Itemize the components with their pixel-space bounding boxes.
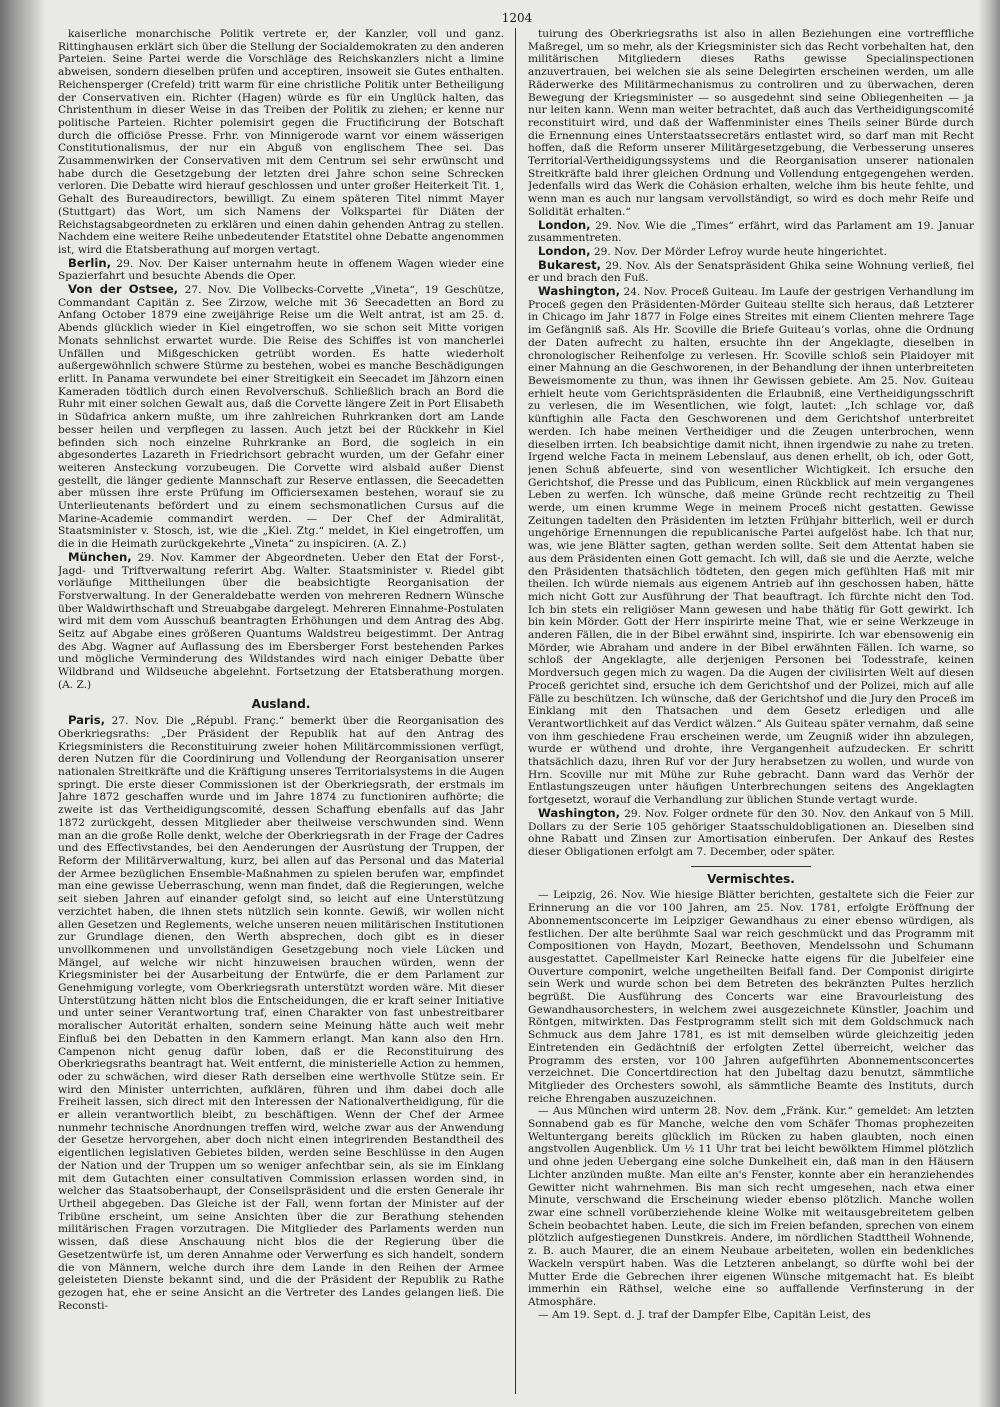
paragraph-text: 29. Nov. Kammer der Abgeordneten. Ueber den Etat der Forst-, Jagd- und Triftverwaltung referirt Abg. Walter. Staatsminister v. Riedel gibt vorläufige Mittheilungen über die beabsichtigte Reorganisation der Forstverwaltung. In der Generaldebatte werden von mehreren Rednern Wünsche über Waldwirthschaft und Streuabgabe dargelegt. Mehreren Einnahme-Postulaten wird mit dem vom Ausschuß beantragten Erhöhungen und dem Antrag des Abg. Seitz auf Abgabe eines größeren Quantums Waldstreu beigestimmt. Der Antrag des Abg. Wagner auf Auflassung des im Ebersberger Forst bestehenden Parkes und mögliche Verminderung des Wildstandes wird nach einiger Debatte über Wildbrand und Wildseuche abgelehnt. Fortsetzung der Etatsberathung morgen. (A. Z.) xyxy=(58,551,504,691)
news-paragraph xyxy=(58,28,504,257)
paragraph-text: 29. Nov. Der Kaiser unternahm heute in offenem Wagen wieder eine Spazierfahrt und besuchte Abends die Oper. xyxy=(58,257,504,283)
newspaper-page xyxy=(58,10,976,1396)
paragraph-text: — Am 19. Sept. d. J. traf der Dampfer Elbe, Capitän Leist, des xyxy=(538,1308,871,1321)
paragraph-text: 29. Nov. Folger ordnete für den 30. Nov. den Ankauf von 5 Mill. Dollars zu der Serie 105 gehöriger Staatsschuldobligationen an. Dieselben sind ohne Rabatt und Zinsen zur Amortisation einberufen. Der Ankauf des Restes dieser Obligationen erfolgt am 7. December, oder später. xyxy=(528,807,974,858)
section-heading: Ausland. xyxy=(251,696,311,711)
dateline: London, xyxy=(538,243,591,258)
news-paragraph xyxy=(528,807,974,859)
dateline: Berlin, xyxy=(68,255,112,270)
page-edge-shadow xyxy=(978,0,1000,1407)
paragraph-text: 29. Nov. Der Mörder Lefroy wurde heute hingerichtet. xyxy=(590,245,887,258)
paragraph-text: — Aus München wird unterm 28. Nov. dem „Fränk. Kur.“ gemeldet: Am letzten Sonnabend gab es für Manche, welche den vom Schäfer Thomas prophezeiten Weltuntergang bereits glücklich im Rücken zu haben glaubten, noch einen angstvollen Augenblick. Um ½ 11 Uhr trat bei leicht bewölktem Himmel plötzlich und ohne jeden Uebergang eine solche Dunkelheit ein, daß man in den Häusern Lichter anzünden mußte. Man eilte an's Fenster, konnte aber ein heranziehendes Gewitter nicht wahrnehmen. Bis man sich recht umgesehen, nach etwa einer Minute, verschwand die Erscheinung wieder ebenso plötzlich. Manche wollen zwar eine schnell vorüberziehende kleine Wolke mit weitausgebreitetem gelben Schein beobachtet haben. Leute, die sich im Freien befanden, sprechen von einem plötzlich aufgestiegenen Dunstkreis. Andere, im nördlichen Stadttheil Wohnende, z. B. auch Maurer, die an einem Neubaue arbeiteten, wollen ein bedenkliches Wackeln verspürt haben. Was die Letzteren anbelangt, so dürfte wohl bei der Mutter Erde die Gebrechen ihrer eigenen Wünsche mitgemacht hat. Es bleibt immerhin ein Räthsel, welche eine so auffallende Verfinsterung in der Atmosphäre. xyxy=(528,1105,974,1308)
column-rule xyxy=(515,28,516,1394)
paragraph-text: kaiserliche monarchische Politik vertrete er, der Kanzler, voll und ganz. Rittinghausen erklärt sich über die Stellung der Socialdemokraten zu den anderen Parteien. Seine Partei werde die Vorschläge des Reichskanzlers nicht a limine abweisen, sondern dieselben prüfen und acceptiren, insoweit sie Gutes enthalten. Reichensperger (Crefeld) tritt warm für eine christliche Politik unter Betheiligung der Conservativen ein. Richter (Hagen) würde es für ein Unglück halten, das Christenthum in dieser Weise in das Treiben der Politik zu ziehen; er kenne nur politische Parteien. Richter polemisirt gegen die Fructificirung der Botschaft durch die officiöse Presse. Frhr. von Minnigerode warnt vor einem wässerigen Constitutionalismus, der nur ein Abguß von englischem Thee sei. Das Zusammenwirken der Conservativen mit dem Centrum sei sehr erwünscht und habe durch die Gesetzgebung der letzten drei Jahre schon seine Schrecken verloren. Die Debatte wird hierauf geschlossen und unter großer Heiterkeit Tit. 1, Gehalt des Bureaudirectors, bewilligt. Zu einem späteren Titel nimmt Mayer (Stuttgart) das Wort, um sich Namens der Volkspartei für Diäten der Reichstagsabgeordneten zu erklären und einen dahin gehenden Antrag zu stellen. Nachdem eine weitere Reihe unbedeutender Etatstitel ohne Debatte angenommen ist, wird die Etatsberathung auf morgen vertagt. xyxy=(58,28,504,256)
dateline: London, xyxy=(538,217,591,232)
news-paragraph xyxy=(58,257,504,283)
news-paragraph xyxy=(58,283,504,551)
page-number: 1204 xyxy=(501,11,533,25)
dateline: Washington, xyxy=(538,284,621,299)
right-column xyxy=(528,28,974,1394)
news-paragraph xyxy=(528,259,974,285)
paragraph-text: — Leipzig, 26. Nov. Wie hiesige Blätter berichten, gestaltete sich die Feier zur Erinnerung an die vor 100 Jahren, am 25. Nov. 1781, erfolgte Eröffnung der Abonnementsconcerte im Leipziger Gewandhaus zu einer ebenso würdigen, als festlichen. Der alte berühmte Saal war reich geschmückt und das Programm mit Compositionen von Haydn, Mozart, Beethoven, Mendelssohn und Schumann ausgestattet. Capellmeister Karl Reinecke hatte eigens für die Jubelfeier eine Ouverture componirt, welche ungetheilten Beifall fand. Der Componist dirigirte sein Werk und wurde schon bei dem Betreten des bekränzten Pultes herzlich begrüßt. Die Ausführung des Concerts war eine Bravourleistung des Gewandhausorchesters, in welchem zwei ausgezeichnete Künstler, Joachim und Röntgen, mitwirkten. Das Festprogramm stellt sich mit dem Goldschmuck nach Schmuck aus dem Jahre 1781, es ist mit demselben würde gleichzeitig jeden Eintretenden ein Gedächtniß der erfolgten Zettel überreicht, welcher das Programm des ersten, vor 100 Jahren aufgeführten Abonnementsconcertes verzeichnet. Die Concertdirection hat den Jubeltag dazu benutzt, sämmtliche Mitglieder des Orchesters sowohl, als sämmtliche Beamte des Instituts, durch reiche Ehrengaben auszuzeichnen. xyxy=(528,889,974,1105)
paragraph-text: 24. Nov. Proceß Guiteau. Im Laufe der gestrigen Verhandlung im Proceß gegen den Präsidenten-Mörder Guiteau stellte sich heraus, daß Letzterer in Chicago im Jahr 1877 in Folge eines Streites mit einem Clienten mehrere Tage im Gefängniß saß. Als Hr. Scoville die Briefe Guiteau’s vorlas, ohne die Ordnung der Daten aufrecht zu halten, ersuchte ihn der Angeklagte, dieselben in chronologischer Reihenfolge zu verlesen. Hr. Scoville schloß sein Plaidoyer mit einer Mahnung an die Geschworenen, in der Behandlung der ihnen unterbreiteten Beweismomente zu thun, was ihnen ihr Gewissen gebiete. Am 25. Nov. Guiteau erhielt heute vom Gerichtspräsidenten die Erlaubniß, eine Vertheidigungsschrift zu verlesen, die im Wesentlichen, wie folgt, lautet: „Ich schlage vor, daß künftighin alle Facta den Geschworenen und dem Gerichtshof unterbreitet werden. Ich habe meinen Vertheidiger und die Zeugen unterbrochen, wenn dieselben irrten. Ich beabsichtige damit nicht, ihnen irgendwie zu nahe zu treten. Irgend welche Facta in meinem Lebenslauf, aus denen erhellt, ob ich, oder Gott, jenen Schuß abfeuerte, sind von wesentlicher Wichtigkeit. Ich ersuche den Gerichtshof, die Presse und das Publicum, einen Rückblick auf mein vergangenes Leben zu werfen. Ich wünsche, daß meine Gründe recht rechtzeitig zu Theil werde, um einen krumme Wege in meinem Proceß nicht gestatten. Gewisse Zeitungen tadelten den Präsidenten im letzten Frühjahr bitterlich, weil er durch ungehörige Ernennungen die republicanische Partei aufgelöst habe. Ich that nur, was, wie jene Blätter sagten, gethan werden sollte. Seit dem Attentat haben sie aus dem Präsidenten einen Gott gemacht. Ich will, daß sie und die Aerzte, welche den Präsidenten thatsächlich tödteten, den gegen mich gefühlten Haß mit mir theilen. Ich würde niemals aus eigenem Antrieb auf ihn geschossen haben, hätte mich nicht Gott zur Ausführung der That beauftragt. Ich fürchte nicht den Tod. Ich bin stets ein religiöser Mann gewesen und habe thätig für Gott gewirkt. Ich bin kein Mörder. Gott der Herr inspirirte meine That, wie er seine Werkzeuge in anderen Fällen, die in der Bibel erwähnt sind, inspirirte. Ich war ebensowenig ein Mörder, wie Abraham und andere in der Bibel erwähnten Fällen. Ich warne, so schloß der Angeklagte, alle derjenigen Personen bei Todesstrafe, keinen Mordversuch gegen mich zu wagen. Da die Augen der civilisirten Welt auf diesen Proceß gerichtet sind, ersuche ich dem Gerichtshof und der Polizei, mich auf alle Fälle zu beschützen. Ich wünsche, daß der Gerichtshof und die Jury den Proceß im Einklang mit den Thatsachen und dem Gesetz erledigen und alle Verantwortlichkeit auf das Verdict wälzen.“ Als Guiteau später vernahm, daß seine von ihm geschiedene Frau erscheinen werde, um Zeugniß wider ihn abzulegen, wurde er wüthend und drohte, ihre Vergangenheit aufzudecken. Er schritt thatsächlich dazu, ihren Ruf vor der Jury herabsetzen zu wollen, und wurde von Hrn. Scoville nur mit Mühe zur Ruhe gebracht. Dann ward das Verhör der Entlastungszeugen unter häufigen Unterbrechungen seitens des Angeklagten fortgesetzt, worauf die Verhandlung zur üblichen Stunde vertagt wurde. xyxy=(528,286,974,807)
paragraph-text: 27. Nov. Die „Républ. Franç.“ bemerkt über die Reorganisation des Oberkriegsraths: „Der Präsident der Republik hat auf den Antrag des Kriegsministers die Reconstituirung zweier hohen Militärcommissionen verfügt, deren Nutzen für die Coordinirung und Vollendung der Reorganisation unserer nationalen Streitkräfte und die Kräftigung unseres Territorialsystems in die Augen springt. Die erste dieser Commissionen ist der Oberkriegsrath, der erstmals im Jahre 1872 geschaffen wurde und im Jahre 1874 zu functioniren aufhörte; die zweite ist das Vertheidigungscomité, dessen Schaffung ebenfalls auf das Jahr 1872 zurückgeht, dessen Mitglieder aber theilweise verschwunden sind. Wenn man an die große Rolle denkt, welche der Oberkriegsrath in der Frage der Cadres und des Effectivstandes, bei den Aenderungen der Ausrüstung der Truppen, der Reform der Militärverwaltung, kurz, bei allen auf das Personal und das Material der Armee bezüglichen Ensemble-Maßnahmen zu spielen berufen war, empfindet man eine gewisse Ueberraschung, wenn man findet, daß die Regierungen, welche seit sieben Jahren auf einander gefolgt sind, so leicht auf eine Unterstützung verzichtet haben, die ihnen stets nützlich sein konnte. Gewiß, wir wollen nicht allen Gesetzen und Reglements, welche unseren neuen militärischen Institutionen zur Grundlage dienen, den Werth absprechen, doch gibt es in dieser unvollkommenen und unvollständigen Gesetzgebung noch viele Lücken und Mängel, auf welche wir nicht hinzuweisen brauchen würden, wenn der Kriegsminister bei der Ausarbeitung der Entwürfe, die er dem Parlament zur Genehmigung vorlegte, vom Oberkriegsrath unterstützt worden wäre. Mit dieser Unterstützung hätten nicht blos die Entscheidungen, die er kraft seiner Initiative und unter seiner Verantwortung traf, einen Charakter von fast unbestreitbarer moralischer Autorität erhalten, sondern seine Meinung hätte auch weit mehr Einfluß bei den Debatten in den Kammern erlangt. Man kann also den Hrn. Campenon nicht genug dafür loben, daß er die Reconstituirung des Oberkriegsraths beantragt hat. Weit entfernt, die ministerielle Action zu hemmen, oder zu schwächen, wird dieser Rath derselben eine werthvolle Stütze sein. Er wird den Minister unterrichten, aufklären, führen und ihm dabei doch alle Freiheit lassen, sich direct mit den Interessen der Nationalvertheidigung, für die er allein verantwortlich bleibt, zu beschäftigen. Wenn der Chef der Armee nunmehr technische Anordnungen treffen wird, welche zwar aus der Anwendung der Gesetze hervorgehen, aber doch nicht einen integrirenden Bestandtheil des eigentlichen legislativen Gebietes bilden, werden seine Beschlüsse in den Augen der Nation und der Truppen um so weniger anfechtbar sein, als sie im Einklang mit dem Gutachten einer consultativen Commission erlassen worden sind, in welcher das Staatsoberhaupt, der Conseilspräsident und die ersten Generale ihr Urtheil abgegeben. Das Gleiche ist der Fall, wenn fortan der Minister auf der Tribüne erscheint, um seine Ansichten über die zur Berathung stehenden militärischen Fragen vorzutragen. Die Mitglieder des Parlaments werden nun wissen, daß diese Anschauung nicht blos die der Regierung über die Gesetzentwürfe ist, um deren Annahme oder Verwerfung es sich handelt, sondern die von Männern, welche durch ihre dem Lande in den Reihen der Armee geleisteten Dienste bekannt sind, und die der Präsident der Republik zu Rathe gezogen hat, ehe er seine Ansicht an die Vertreter des Landes gelangen ließ. Die Reconsti- xyxy=(58,715,504,1312)
news-paragraph xyxy=(528,1309,974,1322)
dateline: Washington, xyxy=(538,805,621,820)
book-spine-shadow xyxy=(0,0,46,1407)
news-paragraph xyxy=(528,285,974,807)
paragraph-text: 29. Nov. Als der Senatspräsident Ghika seine Wohnung verließ, fiel er und brach den Fuß. xyxy=(528,259,974,285)
left-column xyxy=(58,28,504,1394)
news-paragraph xyxy=(58,714,504,1312)
dateline: Von der Ostsee, xyxy=(68,282,179,297)
news-paragraph xyxy=(528,28,974,219)
dateline: Bukarest, xyxy=(538,257,602,272)
dateline: München, xyxy=(68,549,132,564)
news-paragraph xyxy=(528,1105,974,1308)
news-paragraph xyxy=(58,551,504,692)
section-divider xyxy=(691,866,811,867)
news-paragraph xyxy=(528,889,974,1105)
news-paragraph xyxy=(528,245,974,259)
paragraph-text: 29. Nov. Wie die „Times“ erfährt, wird das Parlament am 19. Januar zusammentreten. xyxy=(528,219,974,245)
news-paragraph xyxy=(528,219,974,245)
paragraph-text: tuirung des Oberkriegsraths ist also in allen Beziehungen eine vortreffliche Maßregel, um so mehr, als der Kriegsminister sich das Recht vorbehalten hat, den militärischen Mitgliedern dieses Raths gewisse Specialinspectionen anzuvertrauen, bei welchen sie als seine Delegirten erscheinen werden, um alle Räderwerke des Militärmechanismus zu controliren und zu überwachen, deren Bewegung der Kriegsminister — so ausgedehnt sind seine Obliegenheiten — ja nur leiten kann. Wenn man weiter betrachtet, daß auch das Vertheidigungscomité reconstituirt wird, und daß der Waffenminister eines Theils seiner Bürde durch die Ernennung eines Unterstaatssecretärs entlastet wird, so darf man mit Recht hoffen, daß die Reform unserer Militärgesetzgebung, die Verbesserung unseres Territorial-Vertheidigungssystems und die Reorganisation unserer nationalen Streitkräfte bald ihrer gleichen Ordnung und Vollendung entgegengehen werden. Jedenfalls wird das Werk die Cohäsion erhalten, welche ihm bis heute fehlte, und wenn man es auch nur langsam vervollständigt, so wird es doch mehr Reife und Solidität erhalten.“ xyxy=(528,28,974,218)
section-heading: Vermischtes. xyxy=(707,871,795,886)
paragraph-text: 27. Nov. Die Vollbecks-Corvette „Vineta“, 19 Geschütze, Commandant Capitän z. See Zirzow, welche mit 36 Seecadetten an Bord zu Anfang October 1879 eine zweijährige Reise um die Welt antrat, ist am 25. d. Abends glücklich wieder in Kiel eingetroffen, wo sie schon seit Mitte vorigen Monats sehnlichst erwartet wurde. Die Reise des Schiffes ist von mancherlei Unfällen und Mißgeschicken getrübt worden. Es hatte wiederholt außergewöhnlich schwere Stürme zu bestehen, wobei es manche Beschädigungen erlitt. In Panama verwundete bei einer Streitigkeit ein Seecadet im Jähzorn einen Kameraden tödtlich durch einen Revolverschuß. Schließlich brach an Bord die Ruhr mit einer solchen Gewalt aus, daß die Corvette längere Zeit in Port Elisabeth in Südafrica ankern mußte, um ihre zahlreichen Ruhrkranken dort am Lande besser heilen und verpflegen zu lassen. Auch jetzt bei der Rückkehr in Kiel befinden sich noch einzelne Ruhrkranke an Bord, die sogleich in ein abgesondertes Lazareth in Friedrichsort gebracht wurden, um der Gefahr einer weiteren Ansteckung vorzubeugen. Die Corvette wird alsbald außer Dienst gestellt, die länger gediente Mannschaft zur Reserve entlassen, die Seecadetten aber müssen ihre erste Prüfung im Officiersexamen bestehen, worauf sie zu Unterlieutenants befördert und zu einem sechsmonatlichen Cursus auf die Marine-Academie commandirt werden. — Der Chef der Admiralität, Staatsminister v. Stosch, ist, wie die „Kiel. Ztg.“ meldet, in Kiel eingetroffen, um die in die Heimath zurückgekehrte „Vineta“ zu inspiciren. (A. Z.) xyxy=(58,284,504,551)
dateline: Paris, xyxy=(68,713,106,728)
